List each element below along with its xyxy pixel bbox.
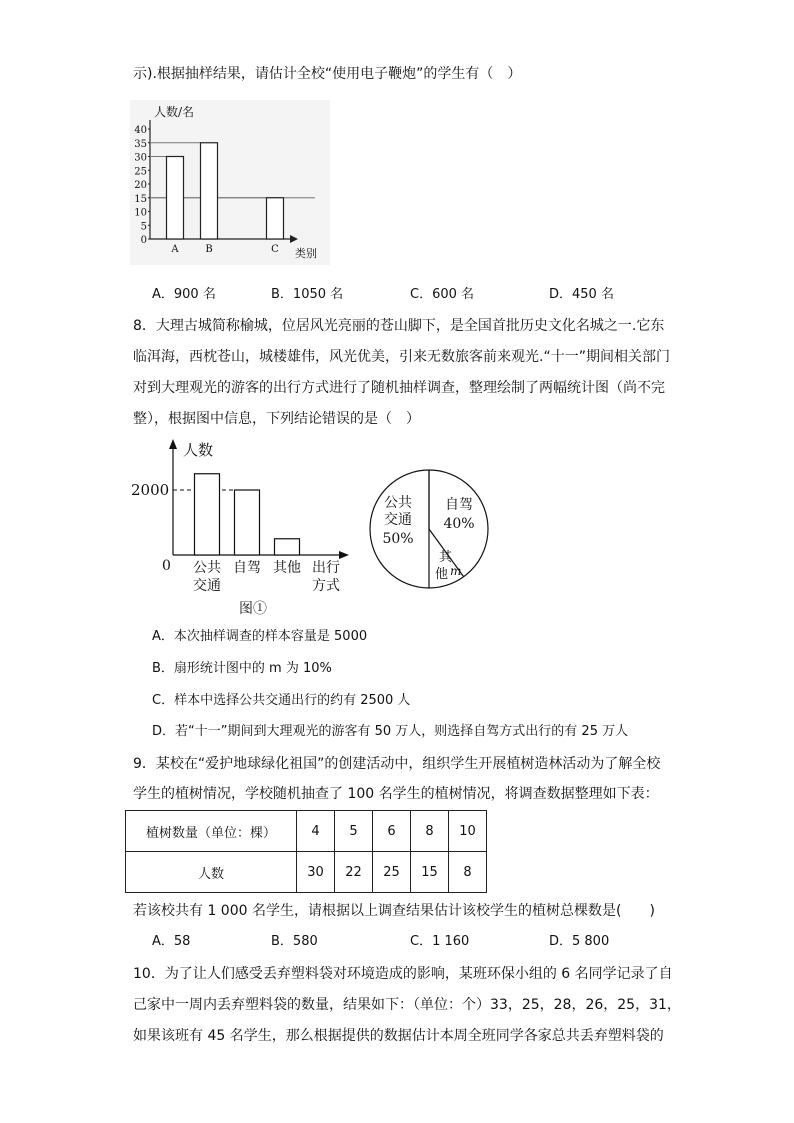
q8-option-b[interactable]: B．扇形统计图中的 m 为 10% [152, 661, 332, 676]
q8-ytick-2000: 2000 [131, 481, 170, 499]
q9-data-table [125, 810, 487, 893]
q8-stem-line-2: 临洱海，西枕苍山，城楼雄伟，风光优美，引来无数旅客前来观光.“十一”期间相关部门 [133, 349, 670, 365]
q8-cat2: 自驾 [233, 560, 261, 576]
q10-stem-line-3: 如果该班有 45 名学生，那么根据提供的数据估计本周全班同学各家总共丢弃塑料袋的 [133, 1028, 664, 1044]
q9-row2-cell: 15 [411, 852, 449, 893]
q7-bar-chart [130, 100, 330, 265]
q7-ytick-label: 15 [134, 193, 147, 205]
q8-s3-line2: 他 [435, 567, 449, 582]
q9-stem-line-1: 9．某校在“爱护地球绿化祖国”的创建活动中，组织学生开展植树造林活动为了解全校 [133, 756, 661, 772]
q10-stem-line-2: 己家中一周内丢弃塑料袋的数量，结果如下：（单位：个）33，25，28，26，25，31， [133, 997, 681, 1013]
q9-row2-cell: 8 [449, 852, 487, 893]
q8-stem-line-1: 8．大理古城简称榆城，位居风光亮丽的苍山脚下，是全国首批历史文化名城之一.它东 [133, 318, 665, 334]
q7-ytick-label: 40 [134, 125, 147, 136]
q9-row2-cell: 30 [297, 852, 335, 893]
q9-row1-label: 植树数量（单位：棵） [126, 811, 297, 852]
q7-bar-C [267, 198, 284, 239]
q9-row1-cell: 8 [411, 811, 449, 852]
q8-stem-line-4: 整），根据图中信息，下列结论错误的是（ ） [133, 411, 420, 427]
q7-stem: 示).根据抽样结果，请估计全校“使用电子鞭炮”的学生有（ ） [133, 66, 522, 82]
q8-y-axis-arrow [169, 439, 177, 449]
q9-stem-line-2: 学生的植树情况，学校随机抽查了 100 名学生的植树情况，将调查数据整理如下表： [133, 786, 659, 802]
q8-xlabel-line2: 方式 [312, 578, 340, 594]
table-row [126, 811, 487, 852]
q8-option-a[interactable]: A．本次抽样调查的样本容量是 5000 [152, 629, 368, 644]
q8-s1-line2: 交通 [384, 512, 412, 528]
q10-stem-line-1: 10．为了让人们感受丢弃塑料袋对环境造成的影响，某班环保小组的 6 名同学记录了自 [133, 966, 673, 982]
q7-ylabel: 人数/名 [154, 105, 195, 119]
q7-category-label: C [271, 244, 279, 255]
q8-s2-line1: 自驾 [445, 497, 473, 513]
q8-bar-chart [125, 435, 355, 620]
q7-bar-B [201, 143, 218, 239]
q9-row1-cell: 5 [335, 811, 373, 852]
q8-s3-line1: 其 [439, 550, 453, 565]
q8-ylabel: 人数 [183, 441, 214, 459]
q9-row1-cell: 4 [297, 811, 335, 852]
q9-row2-label: 人数 [126, 852, 297, 893]
q9-option-d[interactable]: D．5 800 [549, 934, 610, 949]
q8-bar-2 [235, 490, 260, 555]
q9-option-b[interactable]: B．580 [271, 934, 318, 949]
q7-ytick-label: 30 [134, 152, 147, 164]
q7-ytick-label: 35 [134, 138, 147, 150]
q8-cat1-line1: 公共 [193, 560, 221, 576]
q8-origin: 0 [162, 558, 171, 574]
q7-ytick-label: 10 [134, 207, 147, 219]
q8-x-axis-arrow [339, 551, 349, 559]
table-row [126, 852, 487, 893]
q8-cat1-line2: 交通 [193, 578, 221, 594]
q8-stem-line-3: 对到大理观光的游客的出行方式进行了随机抽样调查，整理绘制了两幅统计图（尚不完 [133, 380, 665, 396]
q9-option-c[interactable]: C．1 160 [410, 934, 470, 949]
q8-s1-line1: 公共 [384, 495, 412, 511]
q7-ytick-label: 0 [140, 235, 147, 246]
q8-caption: 图① [239, 601, 267, 617]
q7-category-label: A [171, 244, 179, 255]
q7-option-d[interactable]: D．450 名 [549, 287, 614, 302]
q7-category-label: B [205, 244, 213, 255]
q8-bar-1 [195, 474, 220, 555]
q8-bars [195, 474, 300, 555]
q8-bar-3 [275, 539, 300, 555]
q8-s1-pct: 50% [382, 531, 414, 547]
q7-ytick-label: 5 [140, 221, 147, 233]
q7-xlabel: 类别 [295, 247, 317, 260]
q9-row1-cell: 6 [373, 811, 411, 852]
q8-option-d[interactable]: D．若“十一”期间到大理观光的游客有 50 万人，则选择自驾方式出行的有 25 万人 [152, 724, 629, 739]
q7-ytick-label: 20 [134, 180, 147, 191]
q8-pie-chart [365, 465, 495, 595]
q9-row1-cell: 10 [449, 811, 487, 852]
q8-option-c[interactable]: C．样本中选择公共交通出行的约有 2500 人 [152, 693, 411, 708]
q7-ytick-label: 25 [134, 166, 147, 178]
q7-bar-A [167, 157, 184, 240]
q8-s3-var: m [450, 564, 462, 578]
q9-row2-cell: 22 [335, 852, 373, 893]
q7-option-b[interactable]: B．1050 名 [271, 287, 344, 302]
q7-option-a[interactable]: A．900 名 [152, 287, 216, 302]
q9-after-text: 若该校共有 1 000 名学生，请根据以上调查结果估计该校学生的植树总棵数是( ) [133, 903, 655, 919]
q7-option-c[interactable]: C．600 名 [410, 287, 475, 302]
q8-s2-pct: 40% [443, 516, 475, 532]
q8-xlabel-line1: 出行 [312, 560, 340, 576]
q8-cat3: 其他 [273, 560, 301, 576]
q9-option-a[interactable]: A．58 [152, 934, 191, 949]
q9-row2-cell: 25 [373, 852, 411, 893]
